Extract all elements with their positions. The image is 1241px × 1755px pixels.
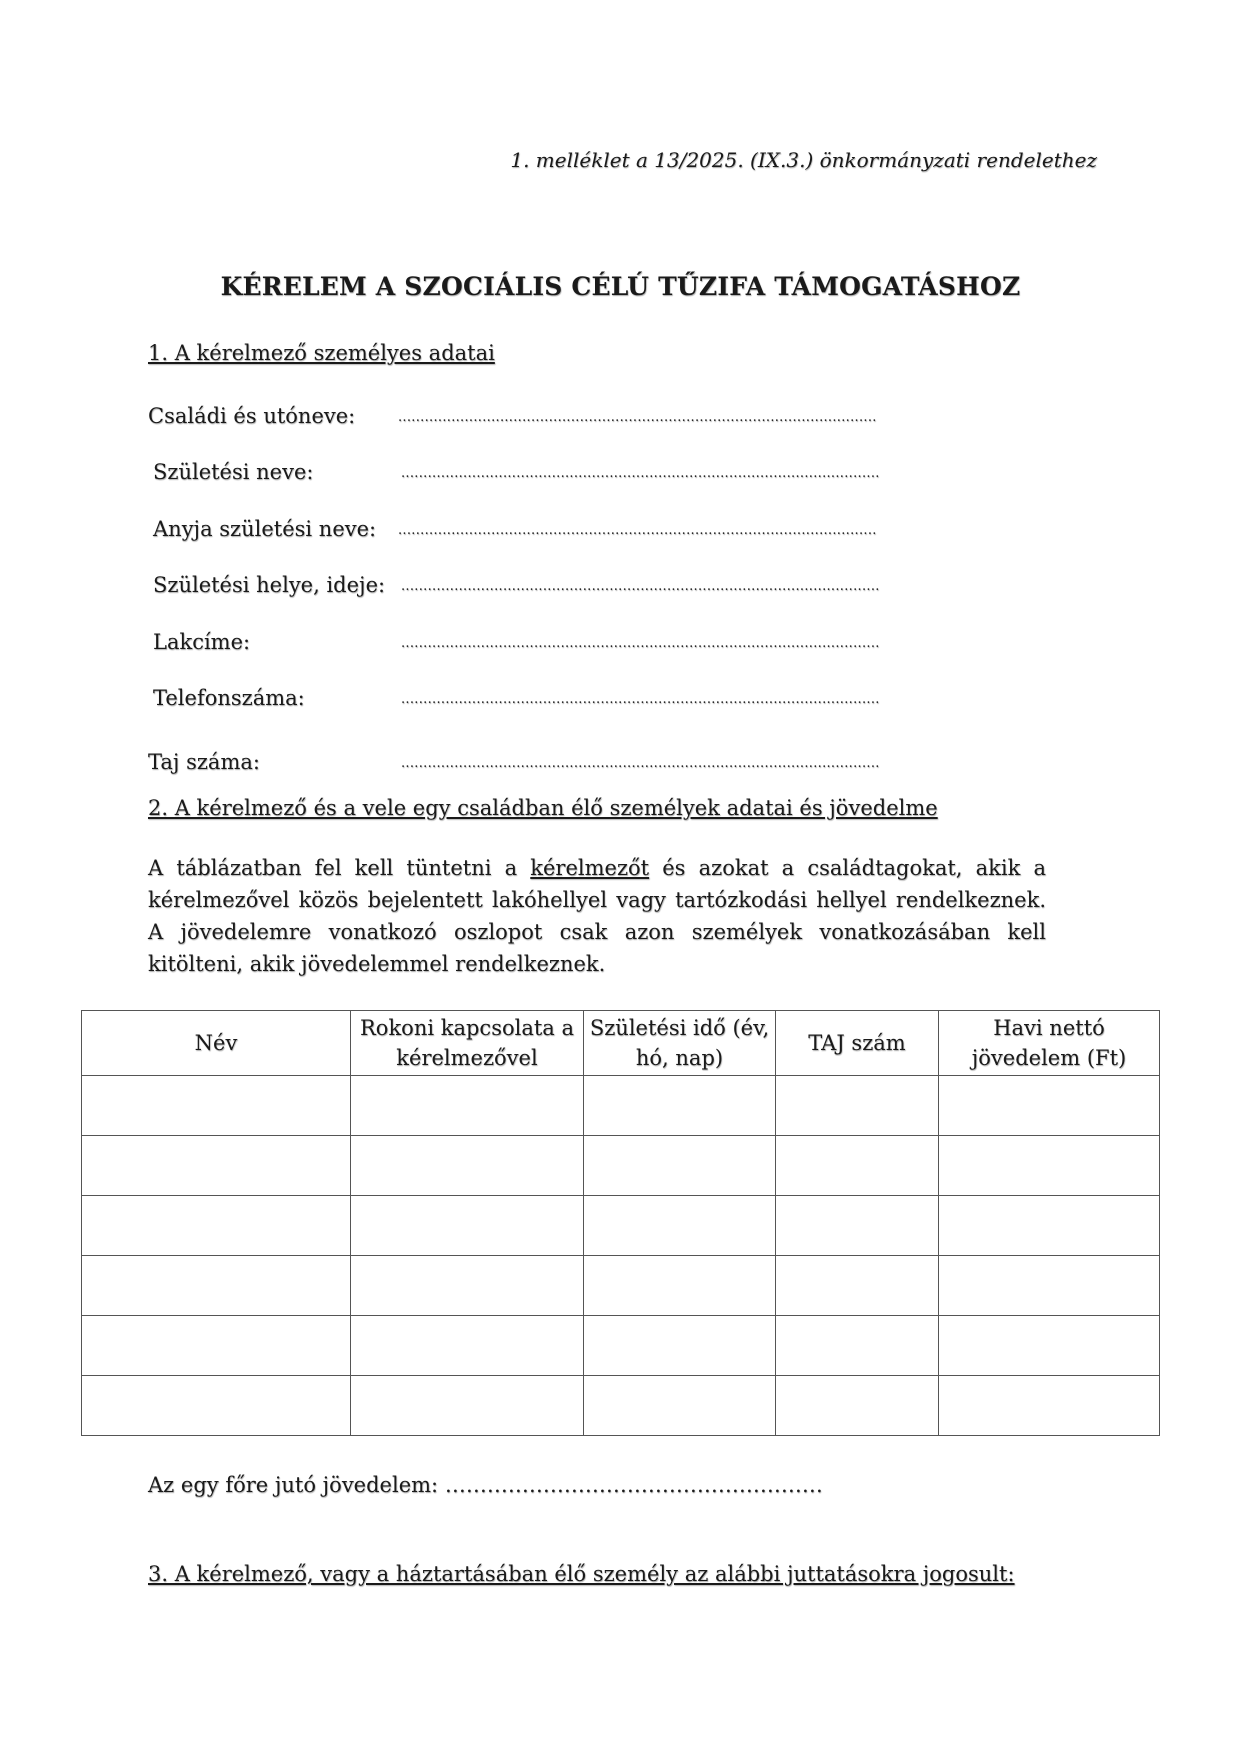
section3-heading: 3. A kérelmező, vagy a háztartásában élő személy az alábbi juttatásokra jogosult:	[148, 1562, 1015, 1586]
field-dots-address[interactable]: ............................................................................................................	[401, 636, 880, 651]
per-capita-income-dots[interactable]: ………………………………………………	[444, 1473, 823, 1497]
field-label-taj: Taj száma:	[148, 750, 260, 774]
table-cell[interactable]	[351, 1256, 584, 1316]
family-members-table	[81, 1010, 1160, 1436]
table-cell[interactable]	[82, 1136, 351, 1196]
field-dots-birth-name[interactable]: ............................................................................................................	[401, 466, 880, 481]
table-cell[interactable]	[776, 1076, 939, 1136]
column-header-relationship: Rokoni kapcsolata a kérelmezővel	[351, 1011, 584, 1076]
table-row	[82, 1136, 1160, 1196]
table-cell[interactable]	[776, 1316, 939, 1376]
table-cell[interactable]	[939, 1256, 1160, 1316]
table-row	[82, 1256, 1160, 1316]
table-cell[interactable]	[584, 1256, 776, 1316]
table-cell[interactable]	[351, 1076, 584, 1136]
table-cell[interactable]	[351, 1136, 584, 1196]
table-cell[interactable]	[82, 1256, 351, 1316]
field-dots-mother-name[interactable]: ............................................................................................................	[398, 523, 877, 538]
table-cell[interactable]	[351, 1376, 584, 1436]
field-label-name: Családi és utóneve:	[148, 404, 356, 428]
table-cell[interactable]	[584, 1076, 776, 1136]
table-cell[interactable]	[776, 1136, 939, 1196]
table-cell[interactable]	[939, 1076, 1160, 1136]
table-cell[interactable]	[939, 1136, 1160, 1196]
column-header-birth-date: Születési idő (év, hó, nap)	[584, 1011, 776, 1076]
annex-reference: 1. melléklet a 13/2025. (IX.3.) önkormányzati rendelethez	[510, 148, 1097, 172]
section2-heading: 2. A kérelmező és a vele egy családban élő személyek adatai és jövedelme	[148, 796, 938, 820]
instruction-underlined-word: kérelmezőt	[530, 856, 650, 880]
per-capita-income-label: Az egy főre jutó jövedelem:	[148, 1473, 439, 1497]
field-label-birth-place-date: Születési helye, ideje:	[153, 573, 386, 597]
section1-heading: 1. A kérelmező személyes adatai	[148, 341, 495, 365]
table-row	[82, 1376, 1160, 1436]
table-cell[interactable]	[82, 1196, 351, 1256]
field-dots-taj[interactable]: ............................................................................................................	[401, 756, 880, 771]
table-cell[interactable]	[584, 1316, 776, 1376]
table-header-row	[82, 1011, 1160, 1076]
instruction-paragraph	[148, 852, 1046, 980]
table-cell[interactable]	[584, 1376, 776, 1436]
field-dots-phone[interactable]: ............................................................................................................	[401, 692, 880, 707]
table-cell[interactable]	[939, 1196, 1160, 1256]
field-dots-name[interactable]: ............................................................................................................	[398, 410, 877, 425]
per-capita-income-line	[148, 1473, 823, 1497]
table-cell[interactable]	[776, 1376, 939, 1436]
document-title: KÉRELEM A SZOCIÁLIS CÉLÚ TŰZIFA TÁMOGATÁSHOZ	[220, 272, 1021, 301]
table-row	[82, 1076, 1160, 1136]
table-cell[interactable]	[939, 1376, 1160, 1436]
column-header-name: Név	[82, 1011, 351, 1076]
instruction-text-end: és azokat a családtagokat, akik a kérelmezővel közös bejelentett lakóhellyel vagy tartózkodási hellyel rendelkeznek. A jövedelemre vonatkozó oszlopot csak azon személyek vonatkozásában kell kitölteni, akik jövedelemmel rendelkeznek.	[148, 856, 1046, 976]
table-cell[interactable]	[776, 1196, 939, 1256]
field-dots-birth-place-date[interactable]: ............................................................................................................	[401, 579, 880, 594]
table-cell[interactable]	[82, 1076, 351, 1136]
table-cell[interactable]	[584, 1196, 776, 1256]
column-header-net-income: Havi nettó jövedelem (Ft)	[939, 1011, 1160, 1076]
table-cell[interactable]	[584, 1136, 776, 1196]
table-cell[interactable]	[939, 1316, 1160, 1376]
column-header-taj: TAJ szám	[776, 1011, 939, 1076]
table-cell[interactable]	[82, 1376, 351, 1436]
table-cell[interactable]	[82, 1316, 351, 1376]
field-label-birth-name: Születési neve:	[153, 460, 314, 484]
field-label-address: Lakcíme:	[153, 630, 251, 654]
table-row	[82, 1196, 1160, 1256]
instruction-text-start: A táblázatban fel kell tüntetni a	[148, 856, 531, 880]
table-cell[interactable]	[351, 1316, 584, 1376]
field-label-phone: Telefonszáma:	[153, 686, 305, 710]
table-row	[82, 1316, 1160, 1376]
table-cell[interactable]	[351, 1196, 584, 1256]
table-cell[interactable]	[776, 1256, 939, 1316]
field-label-mother-name: Anyja születési neve:	[153, 517, 377, 541]
